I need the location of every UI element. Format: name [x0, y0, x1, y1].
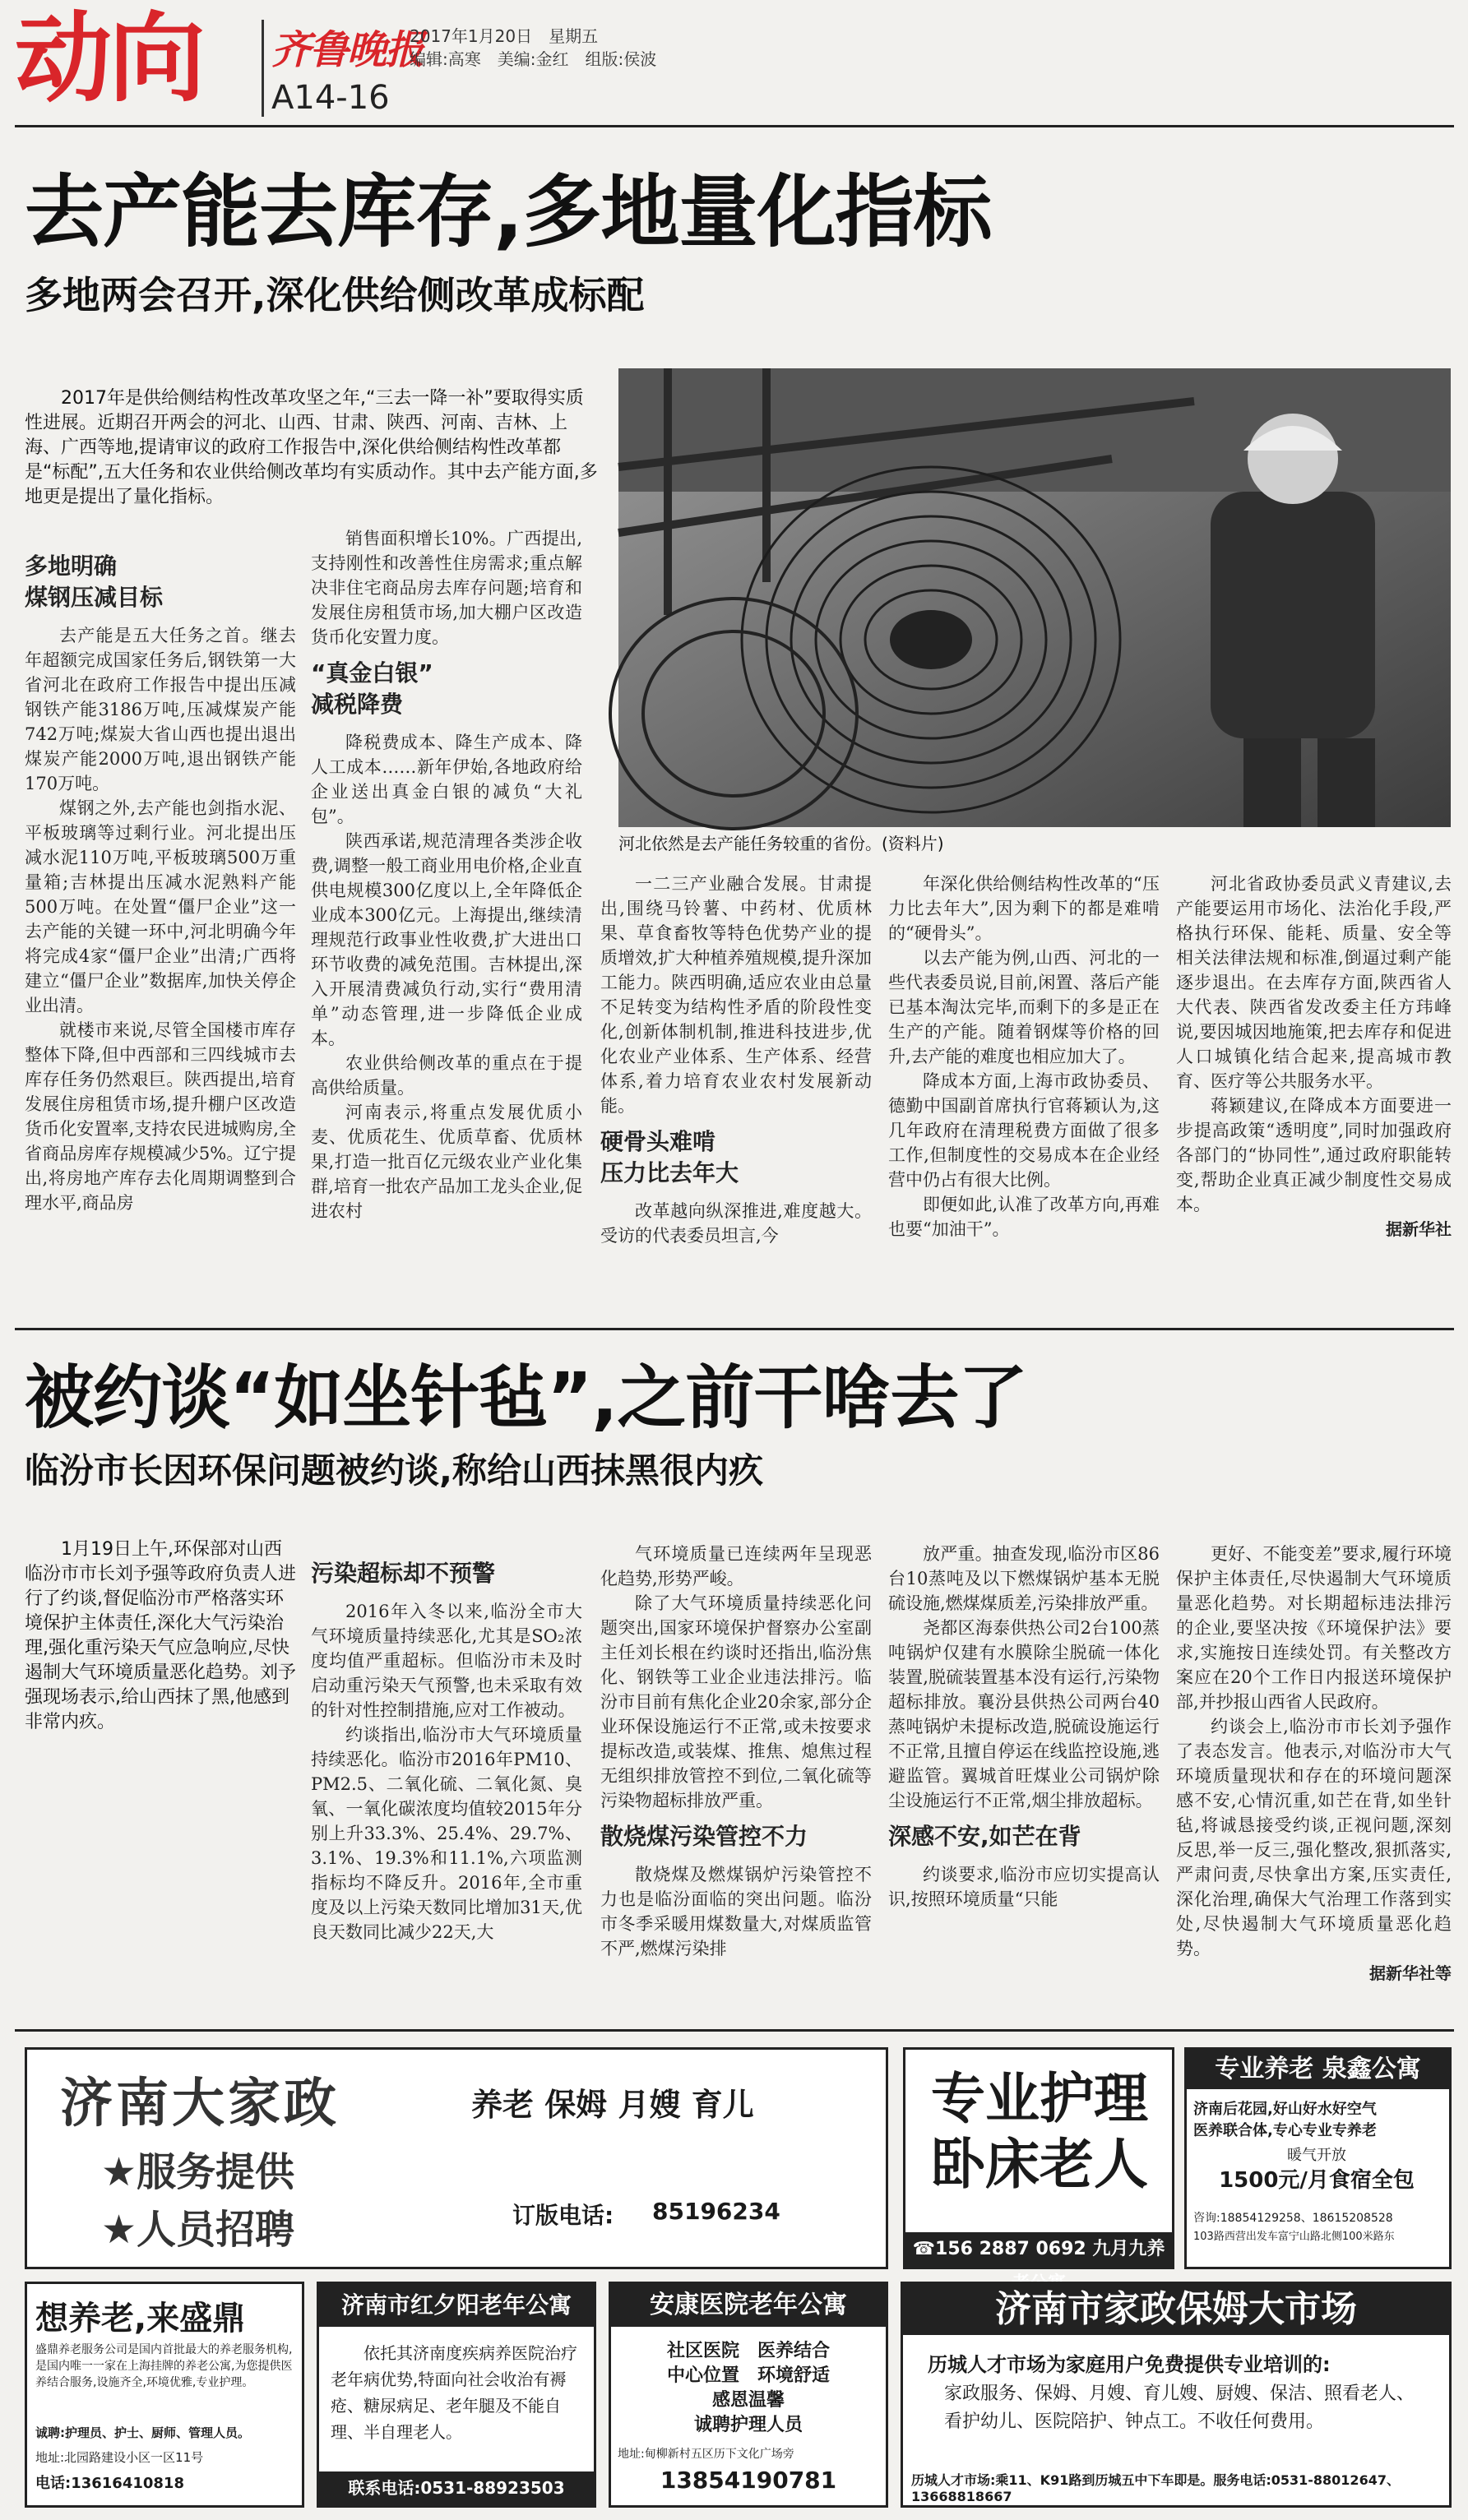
ad-phone: 联系电话:0531-88923503: [319, 2471, 594, 2505]
paragraph: 2016年入冬以来,临汾全市大气环境质量持续恶化,尤其是SO₂浓度均值严重超标。但临汾市未及时启动重污染天气预警,也未采取有效的针对性控制措施,应对工作被动。: [311, 1602, 582, 1720]
masthead-divider: [262, 20, 264, 117]
paragraph: 尧都区海泰供热公司2台100蒸吨锅炉仅建有水膜除尘脱硫一体化装置,脱硫装置基本没有运行,污染物超标排放。襄汾县供热公司两台40蒸吨锅炉未提标改造,脱硫设施运行不正常,且擅自停运在线监控设施,逃避监管。翼城首旺煤业公司锅炉除尘设施运行不正常,烟尘排放超标。: [888, 1618, 1160, 1810]
masthead-rule: [15, 125, 1454, 127]
paragraph: 降成本方面,上海市政协委员、德勤中国副首席执行官蒋颖认为,这几年政府在清理税费方面做了很多工作,但制度性的交易成本在企业经营中仍占有很大比例。: [888, 1071, 1160, 1190]
paragraph: 年深化供给侧结构性改革的“压力比去年大”,因为剩下的都是难啃的“硬骨头”。: [888, 874, 1160, 943]
article1-subheading-3: 硬骨头难啃 压力比去年大: [600, 1128, 739, 1186]
ad-line: 家政服务、保姆、月嫂、育儿嫂、厨嫂、保洁、照看老人、: [944, 2384, 1415, 2404]
article2-column-5: [1176, 1542, 1452, 1986]
ad-line: 中心位置 环境舒适: [666, 2365, 830, 2386]
ad-title: 济南市家政保姆大市场: [903, 2284, 1449, 2335]
ad-title: 想养老,来盛鼎: [35, 2300, 246, 2337]
article1-column-5: [1176, 872, 1452, 1242]
ad-footer: 历城人才市场:乘11、K91路到历城五中下车即是。服务电话:0531-88012647、13668818667: [911, 2472, 1400, 2504]
article2-column-4: [888, 1542, 1160, 1912]
ad-address: 地址:北园路建设小区一区11号: [35, 2450, 204, 2465]
article2-column-3: [600, 1542, 872, 1961]
ad-jiazheng-market: [901, 2282, 1452, 2508]
paragraph: 除了大气环境质量持续恶化问题突出,国家环境保护督察办公室副主任刘长根在约谈时还指出,临汾焦化、钢铁等工业企业违法排污。临汾市目前有焦化企业20余家,部分企业环保设施运行不正常,或未按要求提标改造,或装煤、推焦、熄焦过程无组织排放管控不到位,二氧化硫等污染物超标排放严重。: [600, 1593, 872, 1810]
paragraph: 河北省政协委员武义青建议,去产能要运用市场化、法治化手段,严格执行环保、能耗、质量、安全等相关法律法规和标准,倒逼过剩产能逐步退出。在去库存方面,陕西省人大代表、陕西省发改委主任方玮峰说,要因城因地施策,把去库存和促进人口城镇化结合起来,提高城市教育、医疗等公共服务水平。: [1176, 874, 1452, 1091]
photo-caption: 河北依然是去产能任务较重的省份。(资料片): [618, 834, 944, 853]
ad-nursing: [903, 2047, 1174, 2269]
paragraph: 气环境质量已连续两年呈现恶化趋势,形势严峻。: [600, 1544, 872, 1588]
article1-lead: 2017年是供给侧结构性改革攻坚之年,“三去一降一补”要取得实质性进展。近期召开两会的河北、山西、甘肃、陕西、河南、吉林、上海、广西等地,提请审议的政府工作报告中,深化供给侧结构性改革都是“标配”,五大任务和农业供给侧改革均有实质动作。其中去产能方面,多地更是提出了量化指标。: [25, 388, 598, 507]
ad-phone-label: 订版电话:: [512, 2202, 614, 2229]
ad-title: 济南市红夕阳老年公寓: [319, 2284, 594, 2327]
paragraph: 降税费成本、降生产成本、降人工成本……新年伊始,各地政府给企业送出真金白银的减负“大礼包”。: [311, 733, 582, 826]
ad-line: 济南后花园,好山好水好空气: [1193, 2101, 1377, 2118]
issue-date: 2017年1月20日 星期五: [410, 26, 599, 46]
ad-phone: 电话:13616410818: [35, 2475, 184, 2492]
paragraph: 煤钢之外,去产能也剑指水泥、平板玻璃等过剩行业。河北提出压减水泥110万吨,平板玻璃500万重量箱;吉林提出压减水泥熟料产能500万吨。在处置“僵尸企业”这一去产能的关键一环中,河北明确今年将完成4家“僵尸企业”出清;广西将建立“僵尸企业”数据库,加快关停企业出清。: [25, 798, 296, 1015]
paragraph: 约谈会上,临汾市市长刘予强作了表态发言。他表示,对临汾市大气环境质量现状和存在的环境问题深感不安,心情沉重,如芒在背,如坐针毡,将诚恳接受约谈,正视问题,深刻反思,举一反三,强化整改,狠抓落实,严肃问责,尽快拿出方案,压实责任,深化治理,确保大气治理工作落到实处,尽快遏制大气环境质量恶化趋势。: [1176, 1717, 1452, 1958]
page-number: A14-16: [271, 79, 390, 117]
paragraph: 即便如此,认准了改革方向,再难也要“加油干”。: [888, 1195, 1160, 1239]
ad-services: 养老 保姆 月嫂 育儿: [471, 2087, 754, 2123]
ad-line: 感恩温馨: [711, 2390, 785, 2411]
ad-address: 103路西营出发车富宁山路北侧100米路东: [1193, 2231, 1395, 2243]
article2-subheading-3: 深感不安,如芒在背: [888, 1823, 1081, 1850]
ad-line: 专业护理: [931, 2067, 1148, 2130]
ad-line: ★服务提供: [101, 2149, 295, 2195]
ad-line: 社区医院 医养结合: [666, 2341, 830, 2361]
ad-line: 卧床老人: [931, 2133, 1148, 2196]
ad-line: 暖气开放: [1287, 2147, 1346, 2164]
paragraph: 更好、不能变差”要求,履行环境保护主体责任,尽快遏制大气环境质量恶化趋势。对长期超标违法排污的企业,要坚决按《环境保护法》要求,实施按日连续处罚。有关整改方案应在20个工作日内报送环境保护部,并抄报山西省人民政府。: [1176, 1544, 1452, 1712]
ad-phone: 13854190781: [660, 2467, 837, 2494]
section-title: 动向: [15, 2, 203, 115]
paragraph: 就楼市来说,尽管全国楼市库存整体下降,但中西部和三四线城市去库存任务仍然艰巨。陕西提出,培育发展住房租赁市场,提升棚户区改造货币化安置率,支持农民进城购房,全省商品房库存规模减少5%。辽宁提出,将房地产库存去化周期调整到合理水平,商品房: [25, 1020, 296, 1213]
ad-phone: ☎156 2887 0692 九月九养: [905, 2232, 1172, 2267]
article1-column-4: [888, 872, 1160, 1242]
article1-headline: 去产能去库存,多地量化指标: [25, 166, 992, 258]
article1-subheading-2: “真金白银” 减税降费: [311, 659, 433, 718]
ad-address: 地址:甸柳新村五区历下文化广场旁: [618, 2448, 794, 2461]
ad-hongxiyang: [317, 2282, 596, 2508]
ad-line: 看护幼儿、医院陪护、钟点工。不收任何费用。: [944, 2411, 1325, 2432]
paragraph: 改革越向纵深推进,难度越大。受访的代表委员坦言,今: [600, 1201, 872, 1246]
ad-title: 专业养老 泉鑫公寓: [1187, 2050, 1449, 2089]
paragraph: 散烧煤及燃煤锅炉污染管控不力也是临汾面临的突出问题。临汾市冬季采暖用煤数量大,对煤质监管不严,燃煤污染排: [600, 1865, 872, 1958]
paragraph: 以去产能为例,山西、河北的一些代表委员说,目前,闲置、落后产能已基本淘汰完毕,而剩下的多是正在生产的产能。随着钢煤等价格的回升,去产能的难度也相应加大了。: [888, 948, 1160, 1066]
ad-body: 盛鼎养老服务公司是国内首批最大的养老服务机构,是国内唯一一家在上海挂牌的养老公寓,为您提供医养结合服务,设施齐全,环境优雅,专业护理。: [35, 2343, 293, 2389]
ad-line: 医养联合体,专心专业专养老: [1193, 2122, 1377, 2139]
article1-credit: 据新华社: [1386, 1219, 1452, 1239]
ad-ankang: [609, 2282, 888, 2508]
ad-line: 诚聘护理人员: [693, 2415, 803, 2435]
dateline: [410, 25, 656, 71]
article1-column-1: [25, 543, 296, 1215]
article1-column-3: [600, 872, 872, 1248]
paragraph: 约谈要求,临汾市应切实提高认识,按照环境质量“只能: [888, 1865, 1160, 1909]
ad-title: 安康医院老年公寓: [611, 2284, 886, 2327]
ad-title: 济南大家政: [60, 2074, 340, 2134]
paragraph: 河南表示,将重点发展优质小麦、优质花生、优质草畜、优质林果,打造一批百亿元级农业产业化集群,培育一批农产品加工龙头企业,促进农村: [311, 1103, 582, 1221]
ad-phone: 85196234: [652, 2198, 780, 2225]
ad-line: ★人员招聘: [101, 2207, 295, 2253]
paragraph: 放严重。抽查发现,临汾市区86台10蒸吨及以下燃煤锅炉基本无脱硫设施,燃煤煤质差,污染排放严重。: [888, 1544, 1160, 1613]
ad-body: 依托其济南度疾病养医院治疗老年病优势,特面向社会收治有褥疮、糖尿病足、老年腿及不能自理、半自理老人。: [331, 2343, 577, 2442]
article2-headline: 被约谈“如坐针毡”,之前干啥去了: [25, 1357, 1027, 1438]
paragraph: 销售面积增长10%。广西提出,支持刚性和改善性住房需求;重点解决非住宅商品房去库存问题;培育和发展住房租赁市场,加大棚户区改造货币化安置力度。: [311, 529, 582, 647]
ad-price: 1500元/月食宿全包: [1219, 2168, 1415, 2193]
ad-jinan-dajiazheng: [25, 2047, 888, 2269]
article1-column-2: [311, 526, 582, 1223]
paragraph: 农业供给侧改革的重点在于提高供给质量。: [311, 1053, 582, 1098]
paragraph: 蒋颖建议,在降成本方面要进一步提高政策“透明度”,同时加强政府各部门的“协同性”,通过政府职能转变,帮助企业真正减少制度性交易成本。: [1176, 1096, 1452, 1214]
ad-quanxin: [1184, 2047, 1452, 2269]
article2-subheading-1: 污染超标却不预警: [311, 1560, 496, 1587]
ad-shengding: [25, 2282, 304, 2508]
article1-subheading-1: 多地明确 煤钢压减目标: [25, 553, 164, 611]
article2-lead: 1月19日上午,环保部对山西临汾市市长刘予强等政府负责人进行了约谈,督促临汾市严格落实环境保护主体责任,深化大气污染治理,强化重污染天气应急响应,尽快遏制大气环境质量恶化趋势。刘予强现场表示,给山西抹了黑,他感到非常内疚。: [25, 1539, 297, 1732]
steel-coil-photo: [618, 368, 1451, 827]
article1-subhead: 多地两会召开,深化供给侧改革成标配: [25, 273, 645, 317]
paragraph: 陕西承诺,规范清理各类涉企收费,调整一般工商业用电价格,企业直供电规模300亿度以上,全年降低企业成本300亿元。上海提出,继续清理规范行政事业性收费,扩大进出口环节收费的减免范围。吉林提出,深入开展清费减负行动,实行“费用清单”动态管理,进一步降低企业成本。: [311, 831, 582, 1048]
paragraph: 一二三产业融合发展。甘肃提出,围绕马铃薯、中药材、优质林果、草食畜牧等特色优势产业的提质增效,扩大种植养殖规模,提升深加工能力。陕西明确,适应农业由总量不足转变为结构性矛盾的阶段性变化,创新体制机制,推进科技进步,优化农业产业体系、生产体系、经营体系,着力培育农业农村发展新动能。: [600, 874, 872, 1116]
ad-phone: 咨询:18854129258、18615208528: [1193, 2212, 1393, 2225]
paragraph: 去产能是五大任务之首。继去年超额完成国家任务后,钢铁第一大省河北在政府工作报告中提出压减钢铁产能3186万吨,压减煤炭产能742万吨;煤炭大省山西也提出退出煤炭产能2000万吨,退出钢铁产能170万吨。: [25, 626, 296, 793]
newspaper-logo: 齐鲁晚报: [271, 27, 424, 73]
article2-subheading-2: 散烧煤污染管控不力: [600, 1823, 808, 1850]
ad-line: 历城人才市场为家庭用户免费提供专业培训的:: [928, 2353, 1331, 2376]
article2-credit: 据新华社等: [1369, 1963, 1452, 1983]
ad-hiring: 诚聘:护理员、护士、厨师、管理人员。: [35, 2425, 251, 2440]
article2-subhead: 临汾市长因环保问题被约谈,称给山西抹黑很内疚: [25, 1450, 763, 1491]
editor-credits: 编辑:高寒 美编:金红 组版:侯波: [410, 49, 657, 69]
paragraph: 约谈指出,临汾市大气环境质量持续恶化。临汾市2016年PM10、PM2.5、二氧化硫、二氧化氮、臭氧、一氧化碳浓度均值较2015年分别上升33.3%、25.4%、29.7%、3.1%、19.3%和11.1%,六项监测指标均不降反升。2016年,全市重度及以上污染天数同比增加31天,优良天数同比减少22天,大: [311, 1725, 582, 1942]
article-divider: [15, 1328, 1454, 1330]
article2-column-2: [311, 1550, 582, 1944]
ads-divider: [15, 2029, 1454, 2032]
